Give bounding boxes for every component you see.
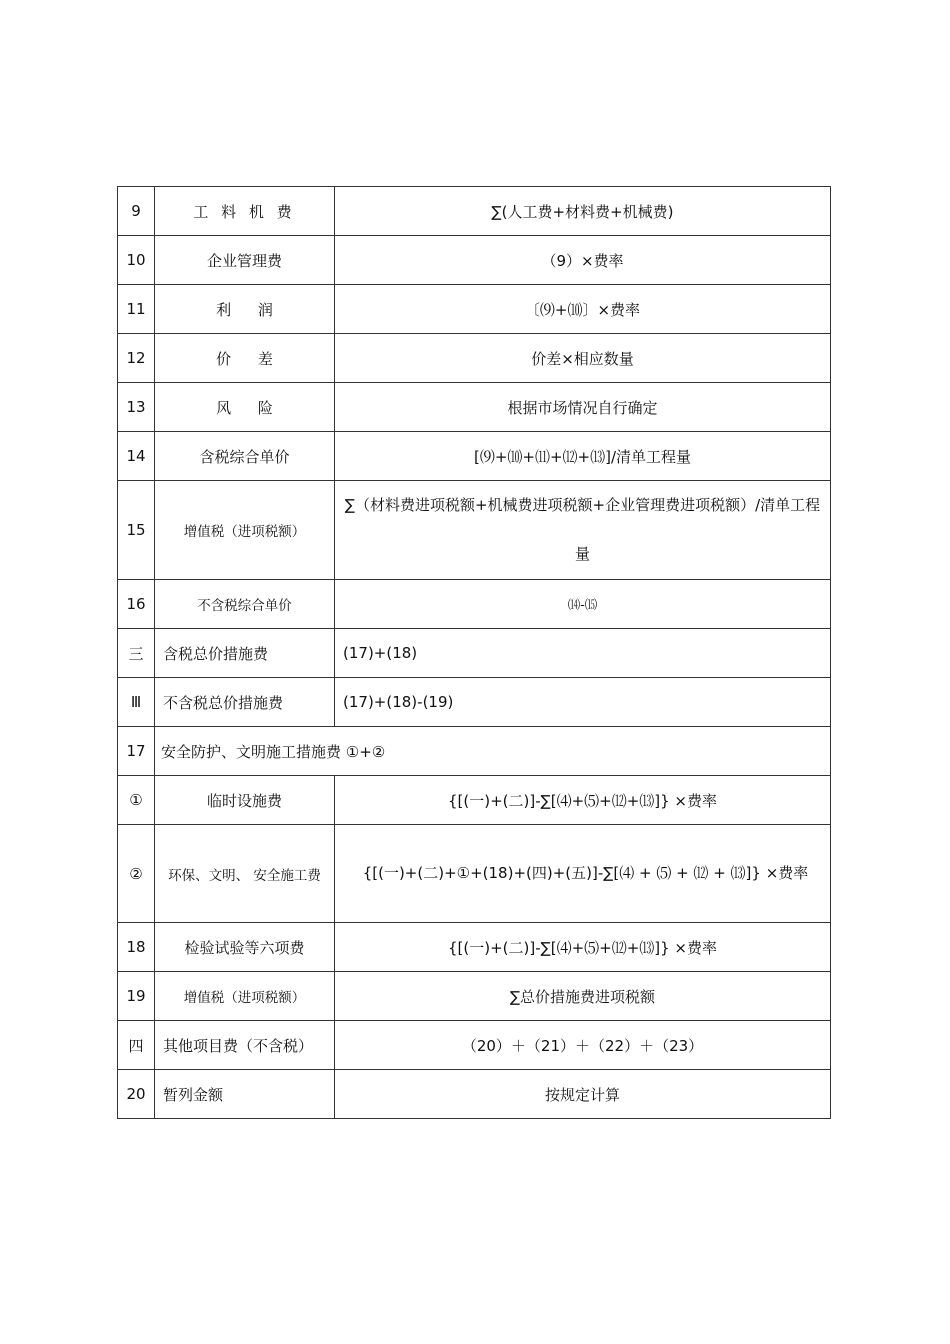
table-row bbox=[118, 776, 831, 825]
formula: ∑总价措施费进项税额 bbox=[335, 972, 831, 1021]
item-name: 含税总价措施费 bbox=[155, 629, 335, 678]
row-number: ① bbox=[118, 776, 155, 825]
item-name: 含税综合单价 bbox=[155, 432, 335, 481]
item-name: 增值税（进项税额） bbox=[155, 972, 335, 1021]
table-row bbox=[118, 678, 831, 727]
formula: ⒁-⒂ bbox=[335, 580, 831, 629]
formula: [⑼+⑽+⑾+⑿+⒀]/清单工程量 bbox=[335, 432, 831, 481]
table-row bbox=[118, 187, 831, 236]
row-number: 12 bbox=[118, 334, 155, 383]
table-row bbox=[118, 285, 831, 334]
row-number: 四 bbox=[118, 1021, 155, 1070]
formula: {[(一)+(二)+①+(18)+(四)+(五)]-∑[⑷ + ⑸ + ⑿ + ⒀]} ×费率 bbox=[335, 825, 831, 923]
row-number: Ⅲ bbox=[118, 678, 155, 727]
table-row bbox=[118, 923, 831, 972]
table-row bbox=[118, 481, 831, 580]
row-number: 11 bbox=[118, 285, 155, 334]
table-row bbox=[118, 972, 831, 1021]
table-row bbox=[118, 727, 831, 776]
formula: {[(一)+(二)]-∑[⑷+⑸+⑿+⒀]} ×费率 bbox=[335, 776, 831, 825]
row-number: 10 bbox=[118, 236, 155, 285]
formula: （9）×费率 bbox=[335, 236, 831, 285]
formula: ∑(人工费+材料费+机械费) bbox=[335, 187, 831, 236]
table-row bbox=[118, 629, 831, 678]
row-number: 17 bbox=[118, 727, 155, 776]
item-name: 检验试验等六项费 bbox=[155, 923, 335, 972]
table-row bbox=[118, 825, 831, 923]
formula: （20）＋（21）＋（22）＋（23） bbox=[335, 1021, 831, 1070]
row-number: 19 bbox=[118, 972, 155, 1021]
row-number: 9 bbox=[118, 187, 155, 236]
item-name: 不含税总价措施费 bbox=[155, 678, 335, 727]
row-number: 16 bbox=[118, 580, 155, 629]
row-number: 20 bbox=[118, 1070, 155, 1119]
table-row bbox=[118, 383, 831, 432]
item-name: 风 险 bbox=[155, 383, 335, 432]
formula: 根据市场情况自行确定 bbox=[335, 383, 831, 432]
table-row bbox=[118, 1070, 831, 1119]
formula: (17)+(18)-(19) bbox=[335, 678, 831, 727]
formula: 价差×相应数量 bbox=[335, 334, 831, 383]
item-name: 环保、文明、 安全施工费 bbox=[155, 825, 335, 923]
formula: {[(一)+(二)]-∑[⑷+⑸+⑿+⒀]} ×费率 bbox=[335, 923, 831, 972]
item-name: 工 料 机 费 bbox=[155, 187, 335, 236]
item-name: 价 差 bbox=[155, 334, 335, 383]
item-name: 企业管理费 bbox=[155, 236, 335, 285]
item-name: 其他项目费（不含税） bbox=[155, 1021, 335, 1070]
formula: 按规定计算 bbox=[335, 1070, 831, 1119]
row-number: 三 bbox=[118, 629, 155, 678]
row-number: ② bbox=[118, 825, 155, 923]
fee-table bbox=[117, 186, 831, 1119]
formula: ∑（材料费进项税额+机械费进项税额+企业管理费进项税额）/清单工程量 bbox=[335, 481, 831, 580]
table-row bbox=[118, 334, 831, 383]
row-number: 15 bbox=[118, 481, 155, 580]
row-number: 18 bbox=[118, 923, 155, 972]
formula: 〔⑼+⑽〕×费率 bbox=[335, 285, 831, 334]
item-name: 安全防护、文明施工措施费 ①+② bbox=[155, 727, 831, 776]
item-name: 临时设施费 bbox=[155, 776, 335, 825]
item-name: 利 润 bbox=[155, 285, 335, 334]
item-name: 暂列金额 bbox=[155, 1070, 335, 1119]
table-row bbox=[118, 432, 831, 481]
table-row bbox=[118, 580, 831, 629]
item-name: 增值税（进项税额） bbox=[155, 481, 335, 580]
row-number: 13 bbox=[118, 383, 155, 432]
item-name: 不含税综合单价 bbox=[155, 580, 335, 629]
formula: (17)+(18) bbox=[335, 629, 831, 678]
row-number: 14 bbox=[118, 432, 155, 481]
table-row bbox=[118, 1021, 831, 1070]
table-row bbox=[118, 236, 831, 285]
